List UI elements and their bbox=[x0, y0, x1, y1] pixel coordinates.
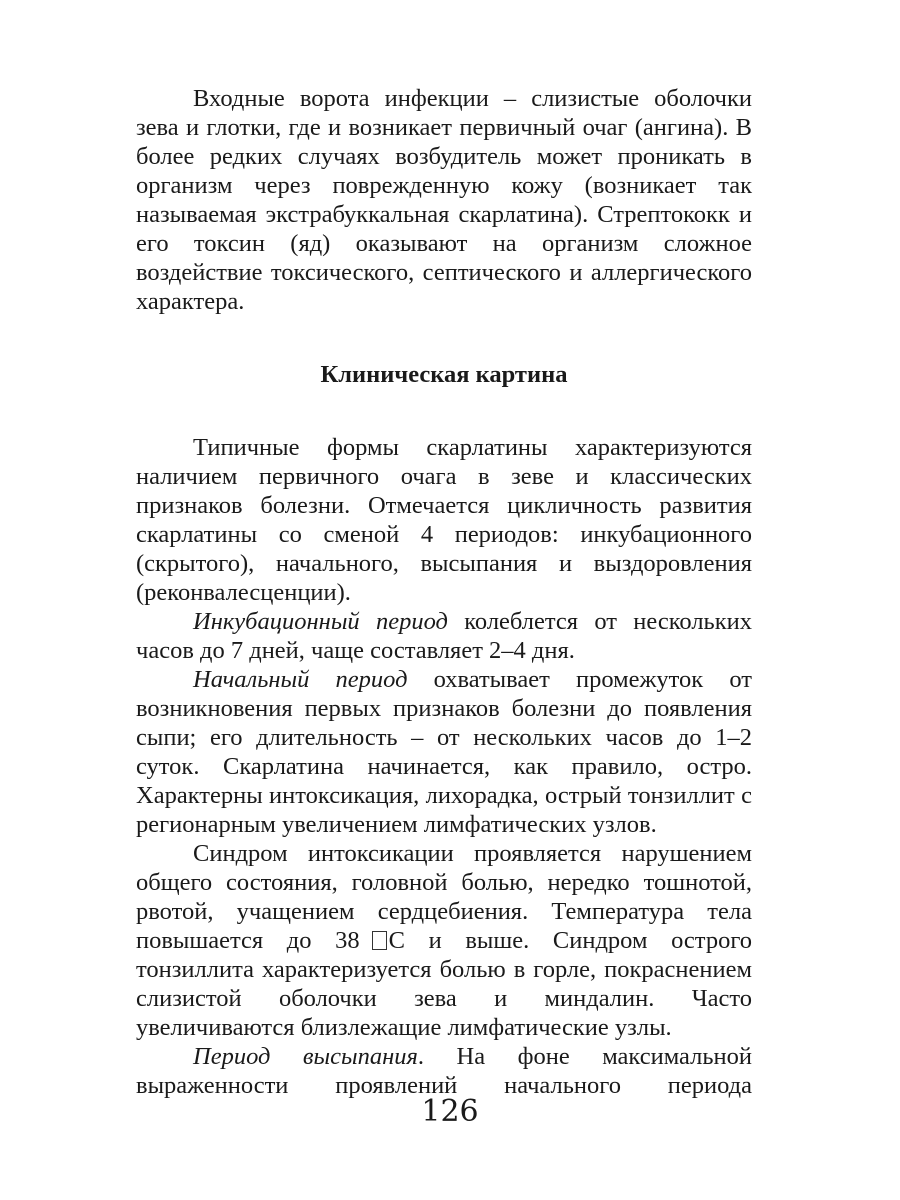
paragraph-intoxication-syndrome bbox=[136, 839, 752, 1042]
missing-degree-glyph-icon bbox=[372, 931, 387, 950]
term-initial-period: Начальный период bbox=[193, 666, 408, 693]
term-rash-period: Период высыпания bbox=[193, 1043, 418, 1070]
intoxication-text-after: С и выше. Синдром острого тонзиллита характеризуется болью в горле, покраснением слизистой оболочки зева и миндалин. Часто увеличиваются близлежащие лимфатические узлы. bbox=[136, 927, 753, 1041]
section-heading: Клиническая картина bbox=[320, 361, 568, 388]
page-body bbox=[136, 84, 752, 1100]
rash-period-text: . На фоне максимальной выраженности проявлений начального периода bbox=[136, 1043, 752, 1099]
paragraph-incubation-period bbox=[136, 607, 752, 665]
paragraph-infection-gates: Входные ворота инфекции – слизистые оболочки зева и глотки, где и возникает первичный очаг (ангина). В более редких случаях возбудитель может проникать в организм через поврежденную кожу (возникает так называемая экстрабуккальная скарлатина). Стрептококк и его токсин (яд) оказывают на организм сложное воздействие токсического, септического и аллергического характера. bbox=[136, 85, 752, 315]
paragraph-initial-period bbox=[136, 665, 752, 839]
page-number: 126 bbox=[421, 1094, 479, 1129]
paragraph-rash-period bbox=[136, 1042, 752, 1100]
incubation-period-text: колеблется от нескольких часов до 7 дней, чаще составляет 2–4 дня. bbox=[136, 608, 752, 664]
intoxication-text-before: Синдром интоксикации проявляется нарушением общего состояния, головной болью, нередко тошнотой, рвотой, учащением сердцебиения. Температура тела повышается до 38 bbox=[136, 840, 752, 954]
term-incubation-period: Инкубационный период bbox=[193, 608, 448, 635]
paragraph-typical-forms: Типичные формы скарлатины характеризуются наличием первичного очага в зеве и классических признаков болезни. Отмечается цикличность развития скарлатины со сменой 4 периодов: инкубационного (скрытого), начального, высыпания и выздоровления (реконвалесценции). bbox=[136, 434, 752, 606]
initial-period-text: охватывает промежуток от возникновения первых признаков болезни до появления сыпи; его длительность – от нескольких часов до 1–2 суток. Скарлатина начинается, как правило, остро. Характерны интоксикация, лихорадка, острый тонзиллит с регионарным увеличением лимфатических узлов. bbox=[136, 666, 752, 838]
